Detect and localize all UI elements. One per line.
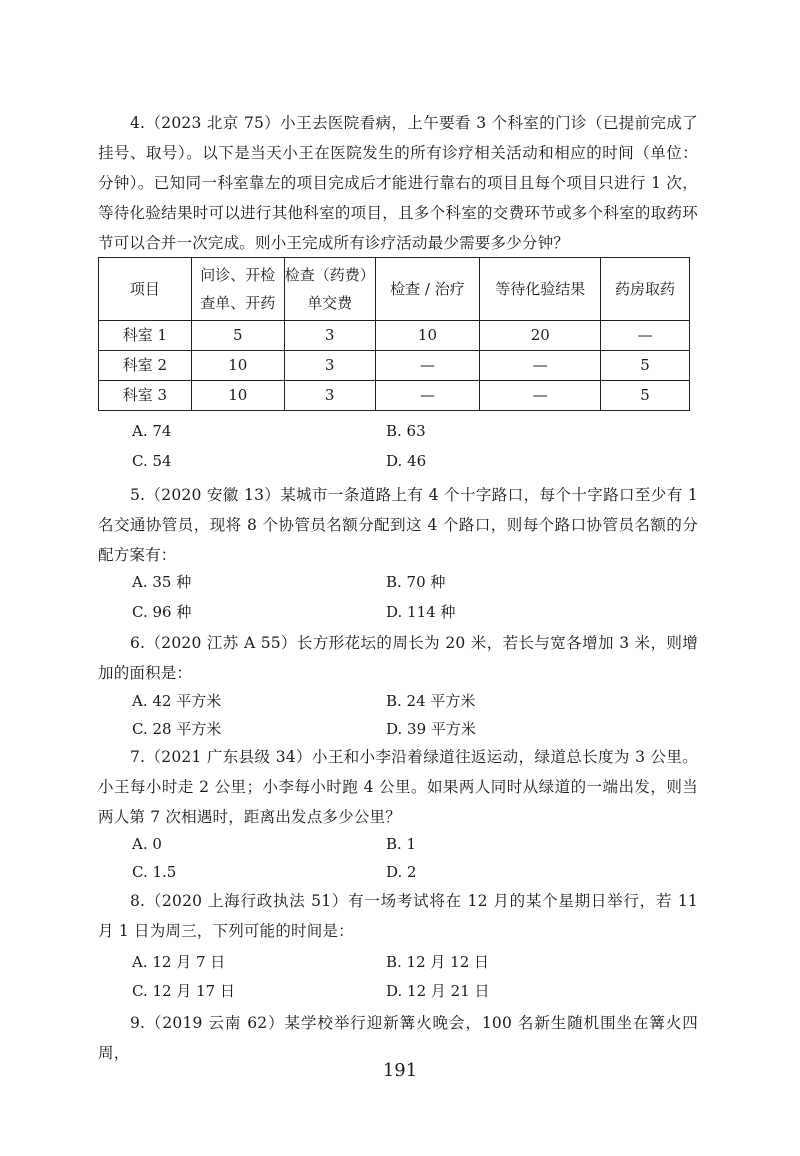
table-cell: 10 (191, 351, 284, 381)
table-cell: — (375, 351, 480, 381)
header-wait-results: 等待化验结果 (480, 258, 601, 321)
q7-option-b: B. 1 (386, 835, 417, 853)
q4-option-a: A. 74 (132, 422, 172, 440)
header-consult (191, 258, 284, 321)
q6-option-d: D. 39 平方米 (386, 720, 476, 738)
table-cell: 5 (601, 351, 690, 381)
header-exam: 检查 / 治疗 (375, 258, 480, 321)
header-payment-line2: 单交费 (307, 294, 353, 312)
question-4-table (98, 257, 690, 411)
q5-option-b: B. 70 种 (386, 573, 446, 591)
q6-option-c: C. 28 平方米 (132, 720, 222, 738)
table-row (99, 321, 690, 351)
table-cell: — (480, 381, 601, 411)
table-cell: 20 (480, 321, 601, 351)
q7-option-c: C. 1.5 (132, 863, 177, 881)
table-cell: — (601, 321, 690, 351)
table-cell: 3 (284, 351, 375, 381)
header-item: 项目 (99, 258, 192, 321)
table-cell: — (375, 381, 480, 411)
q8-option-c: C. 12 月 17 日 (132, 982, 235, 1000)
question-5-stem: 5.（2020 安徽 13）某城市一条道路上有 4 个十字路口，每个十字路口至少有 1 名交通协管员，现将 8 个协管员名额分配到这 4 个路口，则每个路口协管员名额的分配方案有： (98, 486, 698, 564)
header-consult-line2: 查单、开药 (200, 294, 276, 312)
table-header-row (99, 258, 690, 321)
table-cell: — (480, 351, 601, 381)
question-7-stem: 7.（2021 广东县级 34）小王和小李沿着绿道往返运动，绿道总长度为 3 公里。小王每小时走 2 公里；小李每小时跑 4 公里。如果两人同时从绿道的一端出发，则当两人第 7 次相遇时，距离出发点多少公里？ (98, 748, 698, 826)
q8-option-d: D. 12 月 21 日 (386, 982, 490, 1000)
q6-option-a: A. 42 平方米 (132, 692, 222, 710)
q5-option-a: A. 35 种 (132, 573, 192, 591)
table-cell: 10 (191, 381, 284, 411)
q4-option-b: B. 63 (386, 422, 426, 440)
page-number: 191 (382, 1060, 418, 1081)
header-consult-line1: 问诊、开检 (200, 266, 276, 284)
table-cell: 10 (375, 321, 480, 351)
question-8-stem: 8.（2020 上海行政执法 51）有一场考试将在 12 月的某个星期日举行，若 11 月 1 日为周三，下列可能的时间是： (98, 892, 698, 940)
header-payment (284, 258, 375, 321)
table-cell: 科室 1 (99, 321, 192, 351)
q4-option-c: C. 54 (132, 452, 172, 470)
table-cell: 科室 2 (99, 351, 192, 381)
table-cell: 3 (284, 321, 375, 351)
q6-option-b: B. 24 平方米 (386, 692, 476, 710)
question-9-stem: 9.（2019 云南 62）某学校举行迎新篝火晚会，100 名新生随机围坐在篝火四周， (98, 1014, 698, 1062)
question-6-stem: 6.（2020 江苏 A 55）长方形花坛的周长为 20 米，若长与宽各增加 3 米，则增加的面积是： (98, 634, 698, 682)
header-payment-line1: 检查（药费） (284, 266, 375, 284)
q8-option-b: B. 12 月 12 日 (386, 953, 490, 971)
q7-option-d: D. 2 (386, 863, 417, 881)
q8-option-a: A. 12 月 7 日 (132, 953, 226, 971)
table-cell: 3 (284, 381, 375, 411)
table-row (99, 381, 690, 411)
table-cell: 5 (601, 381, 690, 411)
q4-option-d: D. 46 (386, 452, 427, 470)
header-pharmacy: 药房取药 (601, 258, 690, 321)
q5-option-c: C. 96 种 (132, 603, 192, 621)
q5-option-d: D. 114 种 (386, 603, 456, 621)
table-cell: 5 (191, 321, 284, 351)
table-cell: 科室 3 (99, 381, 192, 411)
q7-option-a: A. 0 (132, 835, 162, 853)
table-row (99, 351, 690, 381)
question-4-stem: 4.（2023 北京 75）小王去医院看病，上午要看 3 个科室的门诊（已提前完成了挂号、取号）。以下是当天小王在医院发生的所有诊疗相关活动和相应的时间（单位：分钟）。已知同一科室靠左的项目完成后才能进行靠右的项目且每个项目只进行 1 次，等待化验结果时可以进行其他科室的项目，且多个科室的交费环节或多个科室的取药环节可以合并一次完成。则小王完成所有诊疗活动最少需要多少分钟？ (98, 114, 698, 252)
